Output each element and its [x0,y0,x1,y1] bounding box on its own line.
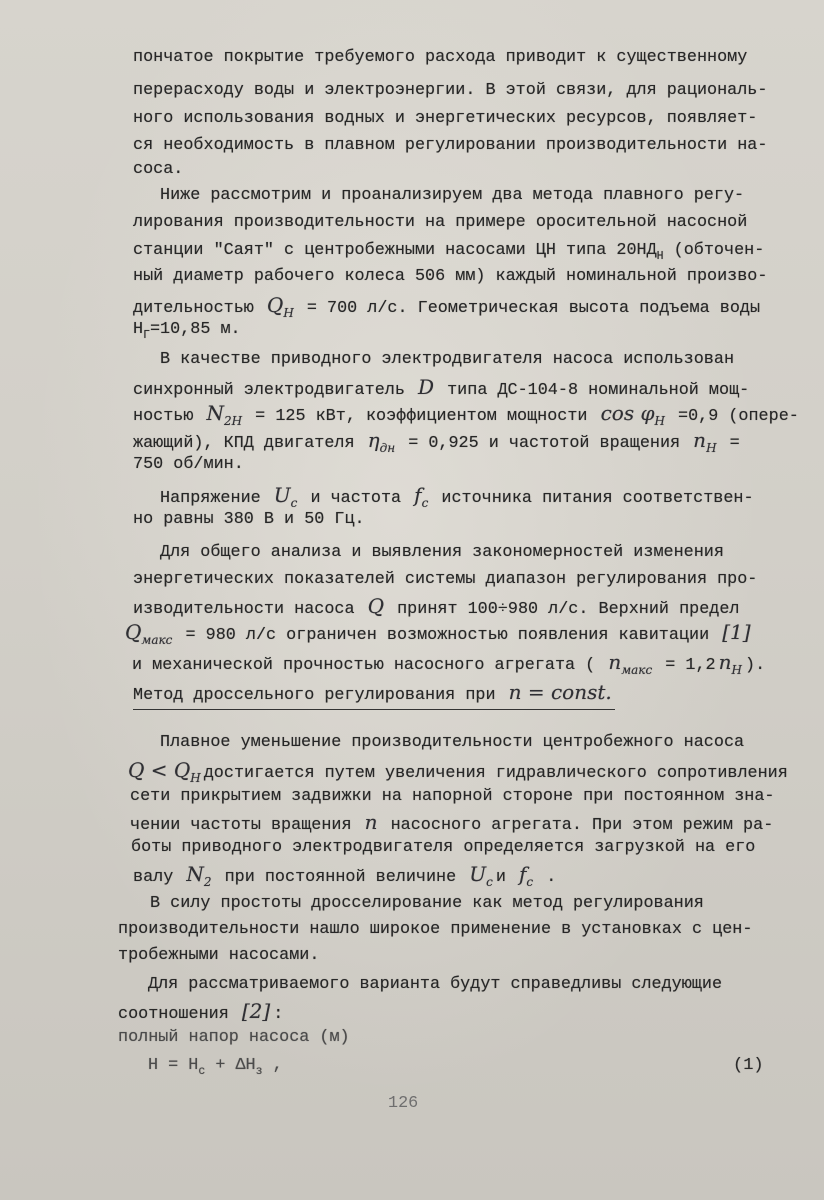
typed-text: , [262,1056,283,1075]
typed-text: соса. [133,160,184,179]
symbol-with-subscript [690,428,719,455]
handwritten-symbol: N [186,862,204,886]
text-line [130,785,775,809]
typed-text: жающий), КПД двигателя [133,434,365,453]
typed-text: : [273,1005,284,1024]
equation-line [148,1054,283,1084]
text-line [118,1026,350,1050]
typed-text: чении частоты вращения [130,816,362,835]
subscript: Н [283,306,294,320]
handwritten-symbol: U [469,862,487,886]
handwritten-symbol: D [417,375,435,399]
symbol-with-subscript [516,862,536,889]
typed-text: тробежными насосами. [118,946,320,965]
text-line [133,265,767,289]
subscript: макс [621,663,653,677]
handwritten-symbol: η [367,428,380,452]
subscript: Г [143,329,150,342]
typed-text: ся необходимость в плавном регулировании производительности на- [133,136,768,155]
handwritten-symbol: f [519,862,527,886]
symbol-with-subscript [411,483,431,510]
typed-text: = [719,434,740,453]
symbol-with-subscript [716,650,745,677]
typed-text: . [536,868,557,887]
typed-text: достигается путем увеличения гидравлического сопротивления [203,764,788,783]
symbol-with-subscript [466,862,496,889]
text-with-subscript [148,1056,206,1078]
typed-text: Для общего анализа и выявления закономерностей изменения [160,543,724,562]
subscript: Н [706,441,717,455]
subscript: с [526,875,534,889]
typed-text: Для рассматриваемого варианта будут справедливы следующие [148,975,723,994]
handwritten-symbol: n [718,650,732,674]
typed-text: =0,9 (опере- [667,407,799,426]
typed-text: перерасходу воды и электроэнергии. В этой связи, для рациональ- [133,81,768,100]
handwritten-symbol: n [608,650,622,674]
handwritten-symbol: U [273,483,291,507]
text-line [160,184,744,208]
subscript: з [255,1065,263,1078]
text-line [130,810,773,838]
text-line [133,46,747,70]
typed-text: ного использования водных и энергетических ресурсов, появляет- [133,109,758,128]
typed-text: дительностью [133,299,264,318]
handwritten-symbol: [2] [241,999,271,1023]
typed-text: производительности нашло широкое применение в установках с цен- [118,920,753,939]
typed-text: но равны 380 В и 50 Гц. [133,510,365,529]
symbol-with-subscript [271,483,301,510]
text-line [133,680,615,710]
typed-text: Метод дроссельного регулирования при [133,686,506,705]
typed-text: = 700 л/с. Геометрическая высота подъема воды [296,299,761,318]
text-line [132,650,765,682]
text-line [133,568,757,592]
typed-text: ный диаметр рабочего колеса 506 мм) каждый номинальной произво- [133,267,768,286]
symbol-with-subscript [264,293,297,320]
typed-text: принят 100÷980 л/с. Верхний предел [387,600,740,619]
text-line [148,973,722,997]
typed-text: синхронный электродвигатель [133,381,415,400]
typed-text: энергетических показателей системы диапазон регулирования про- [133,570,758,589]
typed-text: = 0,925 и частотой вращения [398,434,691,453]
text-line [133,107,757,131]
typed-text: =10,85 м. [149,320,241,339]
subscript: с [421,496,429,510]
typed-text: = 1,2 [655,656,716,675]
handwritten-symbol: n [364,810,378,834]
subscript: дн [379,441,396,455]
typed-text: ностью [133,407,204,426]
typed-text: В силу простоты дросселирование как метод регулирования [150,894,704,913]
text-line [150,892,704,916]
text-line [118,999,283,1027]
text-line [133,594,740,622]
text-line [133,375,749,403]
symbol-with-subscript [365,428,399,455]
text-line [133,211,747,235]
text-line [133,453,244,477]
text-line [118,944,319,968]
typed-text: станции "Саят" с центробежными насосами ЦН типа 20НД [133,241,657,260]
typed-text: Напряжение [160,489,271,508]
text-line [131,836,755,860]
typed-text: Плавное уменьшение производительности центробежного насоса [160,733,745,752]
handwritten-symbol: [1] [722,620,751,644]
typed-text: + ΔН [205,1056,256,1075]
text-line [133,79,767,103]
typed-text: сети прикрытием задвижки на напорной стороне при постоянном зна- [130,787,775,806]
symbol-with-subscript [598,401,668,428]
typed-text: при постоянной величине [214,868,467,887]
text-line [118,918,752,942]
typed-text: источника питания соответствен- [431,489,754,508]
typed-text: изводительности насоса [133,600,365,619]
text-line [133,134,767,158]
text-line [122,620,754,652]
subscript: 2 [203,875,212,889]
typed-text: и механической прочностью насосного агрегата ( [132,656,606,675]
typed-text: Ниже рассмотрим и проанализируем два метода плавного регу- [160,186,745,205]
handwritten-symbol: n = const. [508,680,612,704]
typed-text: пончатое покрытие требуемого расхода приводит к существенному [133,48,748,67]
symbol-with-subscript [605,650,655,677]
typed-text: типа ДС-104-8 номинальной мощ- [437,381,750,400]
text-line [160,348,734,372]
symbol-with-subscript [204,401,246,428]
subscript: макс [141,633,173,647]
typed-text: = 125 кВт, коэффициентом мощности [245,407,598,426]
typed-text: насосного агрегата. При этом режим ра- [380,816,774,835]
typed-text: полный напор насоса (м) [118,1028,350,1047]
symbol-with-subscript [183,862,214,889]
subscript: Н [190,771,201,785]
typed-text: и частота [300,489,412,508]
text-line [133,508,365,532]
handwritten-symbol: Q < Q [128,758,191,782]
handwritten-symbol: Q [125,620,142,644]
text-with-subscript [133,241,664,263]
text-line [133,862,556,894]
handwritten-symbol: cos φ [600,401,655,425]
typed-text: ). [745,656,766,675]
text-line [133,318,241,348]
typed-text: боты приводного электродвигателя определяется загрузкой на его [131,838,756,857]
text-with-subscript [133,320,150,342]
typed-text: Н [133,320,144,339]
typed-text: = 980 л/с ограничен возможностью появления кавитации [175,626,720,645]
text-line [160,541,724,565]
typed-text: соотношения [118,1005,239,1024]
typed-text: В качестве приводного электродвигателя насоса использован [160,350,735,369]
typed-text: Н = Н [148,1056,199,1075]
symbol-with-subscript [125,758,204,785]
handwritten-symbol: N [206,401,224,425]
text-with-subscript [205,1056,263,1078]
typed-text: лирования производительности на примере оросительной насосной [133,213,748,232]
subscript: с [198,1065,206,1078]
typed-text: 750 об/мин. [133,455,244,474]
subscript: Н [656,250,664,263]
subscript: с [290,496,298,510]
typed-text: валу [133,868,184,887]
text-line [160,731,744,755]
subscript: с [486,875,493,889]
handwritten-symbol: f [414,483,422,507]
equation-number: (1) [733,1056,764,1075]
typed-text: (обточен- [663,241,765,260]
text-line [133,158,183,182]
subscript: Н [731,663,742,677]
page-number: 126 [388,1094,419,1113]
handwritten-symbol: Q [266,293,284,317]
symbol-with-subscript [122,620,175,647]
handwritten-symbol: Q [367,594,385,618]
typed-text: и [495,868,517,887]
handwritten-symbol: n [693,428,707,452]
subscript: Н [654,414,665,428]
subscript: 2Н [224,414,243,428]
